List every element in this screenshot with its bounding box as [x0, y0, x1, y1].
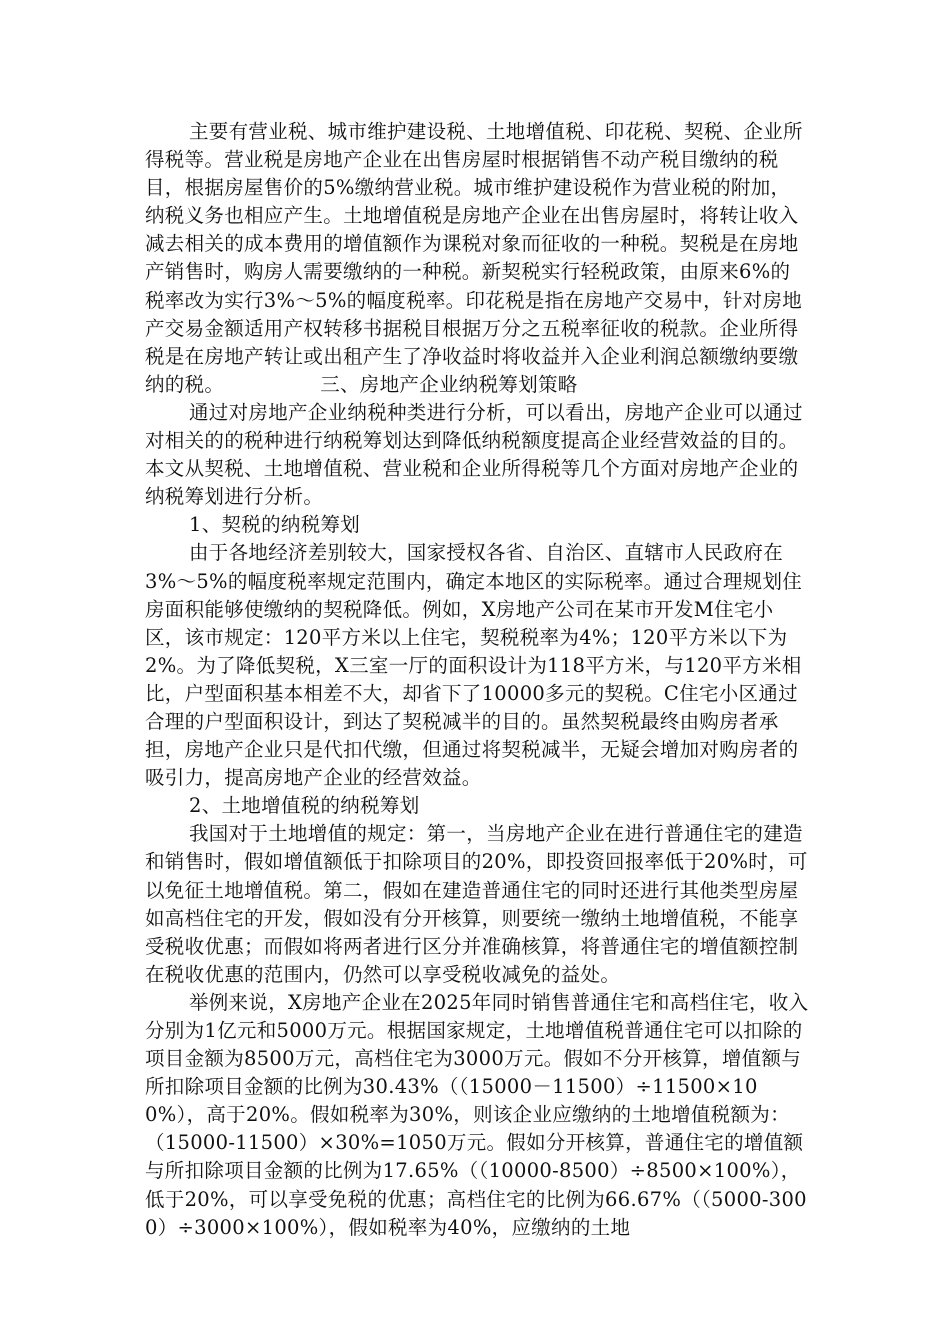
paragraph-tax-types-text: 主要有营业税、城市维护建设税、土地增值税、印花税、契税、企业所得税等。营业税是房地产企业在出售房屋时根据销售不动产税目缴纳的税目，根据房屋售价的5%缴纳营业税。城市维护建设税作为营业税的附加，纳税义务也相应产生。土地增值税是房地产企业在出售房屋时，将转让收入减去相关的成本费用的增值额作为课税对象而征收的一种税。契税是在房地产销售时，购房人需要缴纳的一种税。新契税实行轻税政策，由原来6%的税率改为实行3%～5%的幅度税率。印花税是指在房地产交易中，针对房地产交易金额适用产权转移书据税目根据万分之五税率征收的税款。企业所得税是在房地产转让或出租产生了净收益时将收益并入企业利润总额缴纳要缴纳的税。 — [145, 120, 803, 396]
subheading-deed-tax: 1、契税的纳税筹划 — [189, 513, 361, 537]
paragraph-deed-tax: 由于各地经济差别较大，国家授权各省、自治区、直辖市人民政府在3%～5%的幅度税率规定范围内，确定本地区的实际税率。通过合理规划住房面积能够使缴纳的契税降低。例如，X房地产公司在某市开发M住宅小区，该市规定：120平方米以上住宅，契税税率为4%；120平方米以下为2%。为了降低契税，X三室一厅的面积设计为118平方米，与120平方米相比，户型面积基本相差不大，却省下了10000多元的契税。C住宅小区通过合理的户型面积设计，到达了契税减半的目的。虽然契税最终由购房者承担，房地产企业只是代扣代缴，但通过将契税减半，无疑会增加对购房者的吸引力，提高房地产企业的经营效益。 — [145, 541, 803, 790]
paragraph-land-vat-example: 举例来说，X房地产企业在2025年同时销售普通住宅和高档住宅，收入分别为1亿元和5000万元。根据国家规定，土地增值税普通住宅可以扣除的项目金额为8500万元，高档住宅为3000万元。假如不分开核算，增值额与所扣除项目金额的比例为30.43%（（15000－11500）÷11500×100%），高于20%。假如税率为30%，则该企业应缴纳的土地增值税额为：（15000-11500）×30%=1050万元。假如分开核算，普通住宅的增值额与所扣除项目金额的比例为17.65%（（10000-8500）÷8500×100%），低于20%，可以享受免税的优惠；高档住宅的比例为66.67%（（5000-3000）÷3000×100%），假如税率为40%，应缴纳的土地 — [145, 990, 809, 1239]
paragraph-planning-intro: 通过对房地产企业纳税种类进行分析，可以看出，房地产企业可以通过对相关的的税种进行纳税筹划达到降低纳税额度提高企业经营效益的目的。本文从契税、土地增值税、营业税和企业所得税等几个方面对房地产企业的纳税筹划进行分析。 — [145, 400, 803, 509]
subheading-land-vat: 2、土地增值税的纳税筹划 — [189, 794, 420, 818]
paragraph-land-vat-rules: 我国对于土地增值的规定：第一，当房地产企业在进行普通住宅的建造和销售时，假如增值额低于扣除项目的20%，即投资回报率低于20%时，可以免征土地增值税。第二，假如在建造普通住宅的同时还进行其他类型房屋如高档住宅的开发，假如没有分开核算，则要统一缴纳土地增值税，不能享受税收优惠；而假如将两者进行区分并准确核算，将普通住宅的增值额控制在税收优惠的范围内，仍然可以享受税收减免的益处。 — [145, 822, 808, 986]
section-heading: 三、房地产企业纳税筹划策略 — [320, 372, 578, 396]
paragraph-tax-types — [145, 118, 810, 399]
body-text — [145, 118, 810, 1242]
